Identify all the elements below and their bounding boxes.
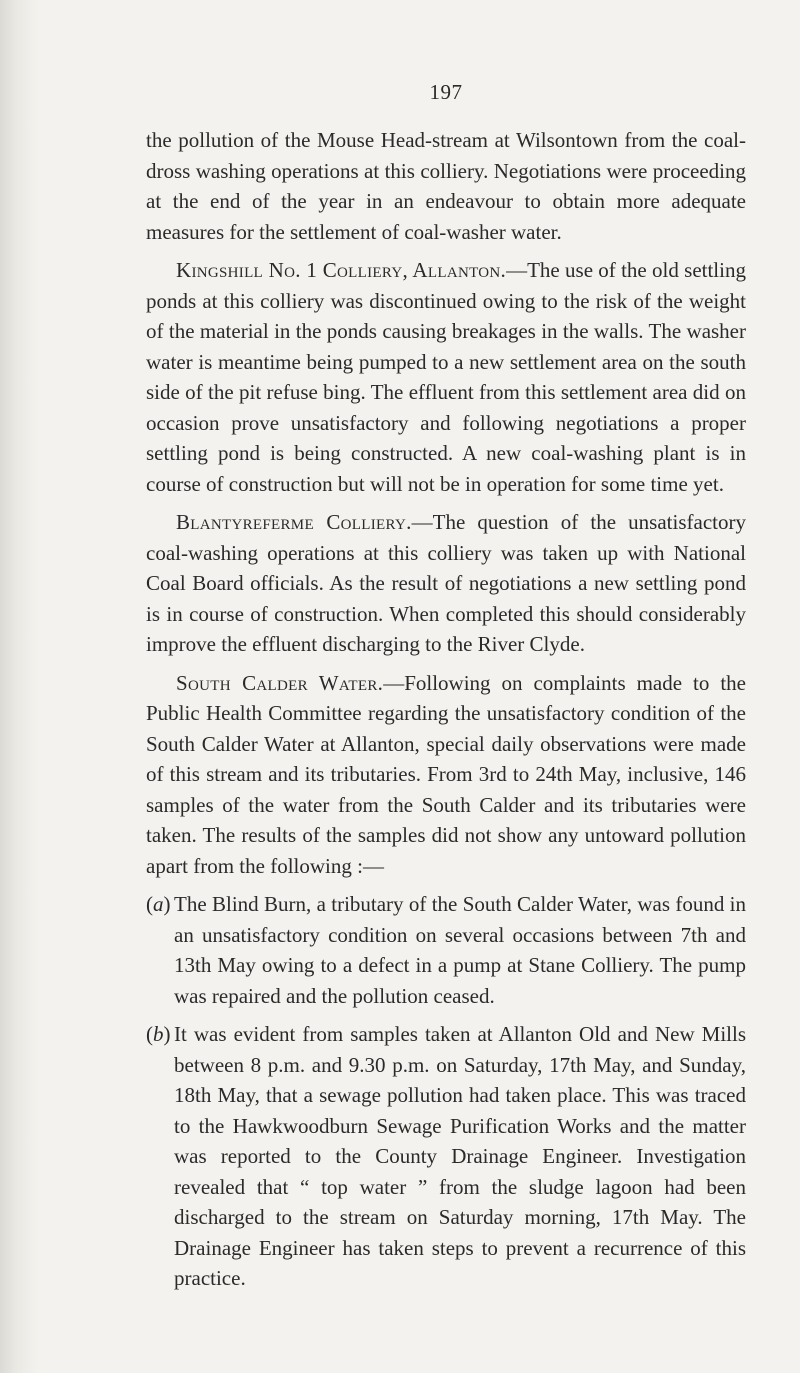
section-heading: Kingshill No. 1 Colliery, Allanton. xyxy=(176,258,507,282)
list-item-a xyxy=(146,889,746,1011)
paragraph-text: —The use of the old settling ponds at this colliery was discontinued owing to the risk of the weight of the material in the ponds causing breakages in the walls. The washer water is meantime being pumped to a new settlement area on the south side of the pit refuse bing. The effluent from this settlement area did on occasion prove unsatisfactory and following negotiations a proper settling pond is being constructed. A new coal-washing plant is in course of construction but will not be in operation for some time yet. xyxy=(146,258,746,496)
list-item-text: The Blind Burn, a tributary of the South Calder Water, was found in an unsatisfactory condition on several occasions between 7th and 13th May owing to a defect in a pump at Stane Colliery. The pump was repaired and the pollution ceased. xyxy=(174,892,746,1008)
list-item-label: (a) xyxy=(146,892,171,916)
page-edge-shadow xyxy=(0,0,38,1373)
paragraph-south-calder xyxy=(146,668,746,882)
list-item-text: It was evident from samples taken at Allanton Old and New Mills between 8 p.m. and 9.30 p.m. on Saturday, 17th May, and Sunday, 18th May, that a sewage pollution had taken place. This was traced to the Hawkwoodburn Sewage Purification Works and the matter was reported to the County Drainage Engineer. Investigation revealed that “ top water ” from the sludge lagoon had been discharged to the stream on Saturday morning, 17th May. The Drainage Engineer has taken steps to prevent a recurrence of this practice. xyxy=(174,1022,746,1290)
paragraph-text: —Following on complaints made to the Public Health Committee regarding the unsatisfactory condition of the South Calder Water at Allanton, special daily observations were made of this stream and its tributaries. From 3rd to 24th May, inclusive, 146 samples of the water from the South Calder and its tributaries were taken. The results of the samples did not show any untoward pollution apart from the following :— xyxy=(146,670,747,878)
section-heading: South Calder Water. xyxy=(176,670,384,695)
list-item-label: (b) xyxy=(146,1022,171,1046)
list-item-letter: b xyxy=(153,1022,164,1046)
paragraph-kingshill xyxy=(146,255,746,499)
paragraph-blantyreferme xyxy=(146,507,746,660)
paragraph-text: the pollution of the Mouse Head-stream at Wilsontown from the coal-dross washing operations at this colliery. Negotiations were proceeding at the end of the year in an endeavour to obtain more adequate measures for the settlement of coal-washer water. xyxy=(146,128,746,244)
document-page xyxy=(146,80,746,1302)
paragraph-text: —The question of the unsatisfactory coal-washing operations at this colliery was taken up with National Coal Board officials. As the result of negotiations a new settling pond is in course of construction. When completed this should considerably improve the effluent discharging to the River Clyde. xyxy=(146,510,746,656)
section-heading: Blantyreferme Colliery. xyxy=(176,510,412,534)
list-item-letter: a xyxy=(153,892,164,916)
list-item-b xyxy=(146,1019,746,1294)
page-number: 197 xyxy=(429,80,463,104)
paragraph-continuation xyxy=(146,125,746,247)
